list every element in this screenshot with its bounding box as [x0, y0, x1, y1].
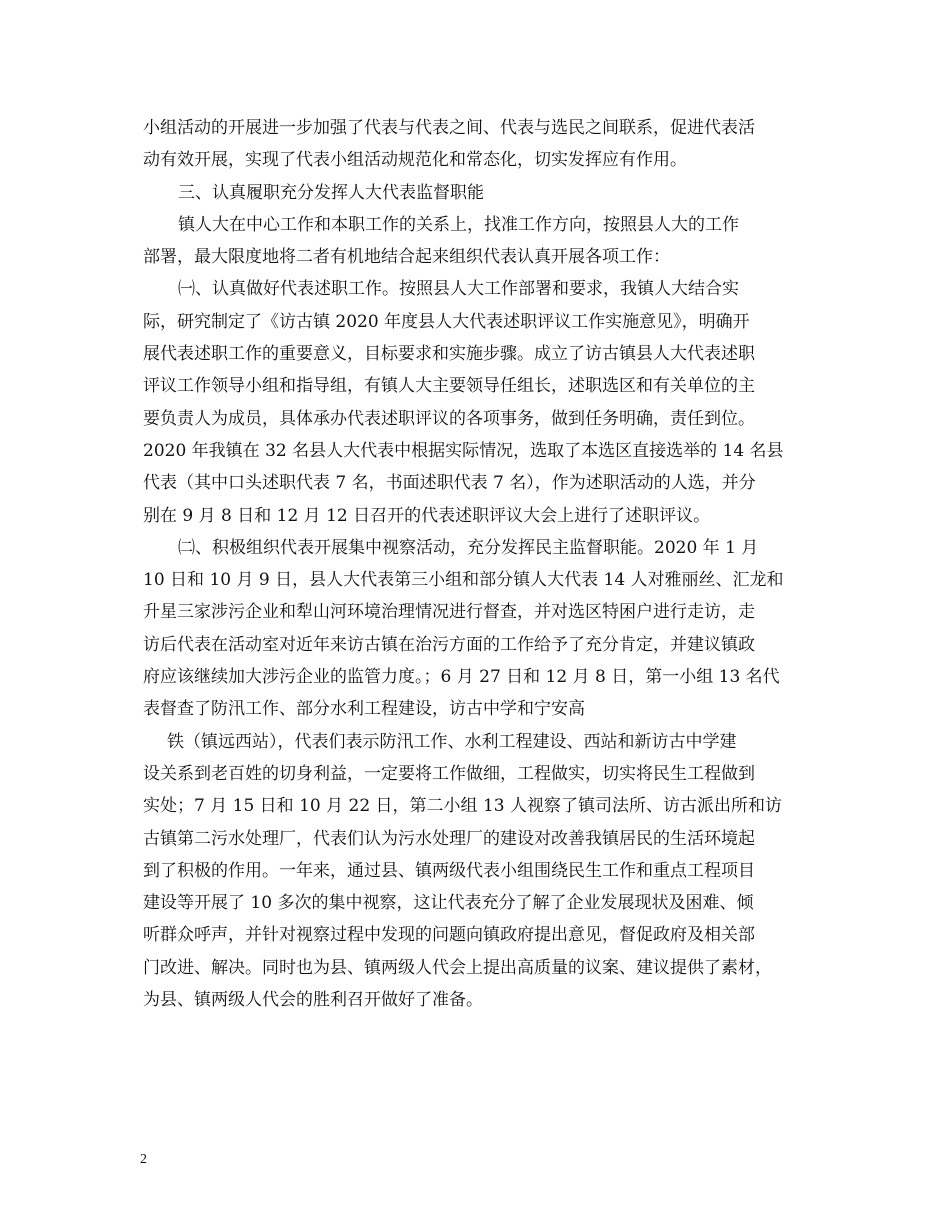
text-line: 升星三家涉污企业和犁山河环境治理情况进行督查，并对选区特困户进行走访，走 [143, 602, 755, 623]
text-line: 访后代表在活动室对近年来访古镇在治污方面的工作给予了充分肯定，并建议镇政 [143, 634, 755, 655]
text-line: 门改进、解决。同时也为县、镇两级人代会上提出高质量的议案、建议提供了素材， [143, 957, 772, 978]
section-heading: 三、认真履职充分发挥人大代表监督职能 [178, 182, 484, 203]
text-line: 铁（镇远西站），代表们表示防汛工作、水利工程建设、西站和新访古中学建 [167, 731, 737, 752]
text-line: 府应该继续加大涉污企业的监管力度。；6 月 27 日和 12 月 8 日，第一小组 13 名代 [143, 667, 780, 688]
text-line: ㈠、认真做好代表述职工作。按照县人大工作部署和要求，我镇人大结合实 [178, 279, 739, 300]
text-line: 别在 9 月 8 日和 12 月 12 日召开的代表述职评议大会上进行了述职评议。 [143, 505, 711, 526]
text-line: 镇人大在中心工作和本职工作的关系上，找准工作方向，按照县人大的工作 [178, 214, 739, 235]
text-line: 古镇第二污水处理厂，代表们认为污水处理厂的建设对改善我镇居民的生活环境起 [143, 828, 755, 849]
text-line: 为县、镇两级人代会的胜利召开做好了准备。 [143, 990, 483, 1011]
text-line: 小组活动的开展进一步加强了代表与代表之间、代表与选民之间联系，促进代表活 [143, 118, 755, 138]
text-line: 动有效开展，实现了代表小组活动规范化和常态化，切实发挥应有作用。 [143, 150, 687, 171]
text-line: 听群众呼声，并针对视察过程中发现的问题向镇政府提出意见，督促政府及相关部 [143, 925, 755, 946]
text-line: 到了积极的作用。一年来，通过县、镇两级代表小组围绕民生工作和重点工程项目 [143, 860, 755, 881]
text-line: 2020 年我镇在 32 名县人大代表中根据实际情况，选取了本选区直接选举的 14 名县 [143, 440, 784, 461]
text-line: 10 日和 10 月 9 日，县人大代表第三小组和部分镇人大代表 14 人对雅丽丝、汇龙和 [143, 570, 784, 591]
text-line: 设关系到老百姓的切身利益，一定要将工作做细，工程做实，切实将民生工程做到 [143, 763, 755, 784]
text-line: 表督查了防汛工作、部分水利工程建设，访古中学和宁安高 [143, 699, 585, 720]
page-number: 2 [140, 1152, 147, 1167]
text-line: 评议工作领导小组和指导组，有镇人大主要领导任组长，述职选区和有关单位的主 [143, 376, 755, 397]
text-line: 实处；7 月 15 日和 10 月 22 日，第二小组 13 人视察了镇司法所、访古派出所和访 [143, 796, 782, 817]
text-line: 展代表述职工作的重要意义，目标要求和实施步骤。成立了访古镇县人大代表述职 [143, 344, 755, 365]
text-line: ㈡、积极组织代表开展集中视察活动，充分发挥民主监督职能。2020 年 1 月 [178, 537, 759, 558]
text-line: 要负责人为成员，具体承办代表述职评议的各项事务，做到任务明确，责任到位。 [143, 408, 755, 429]
text-line: 代表（其中口头述职代表 7 名，书面述职代表 7 名），作为述职活动的人选，并分 [143, 473, 756, 494]
text-line: 际，研究制定了《访古镇 2020 年度县人大代表述职评议工作实施意见》，明确开 [143, 311, 750, 332]
text-line: 部署，最大限度地将二者有机地结合起来组织代表认真开展各项工作： [143, 247, 670, 268]
text-line: 建设等开展了 10 多次的集中视察，这让代表充分了解了企业发展现状及困难、倾 [143, 893, 754, 914]
body-text [143, 112, 815, 1016]
